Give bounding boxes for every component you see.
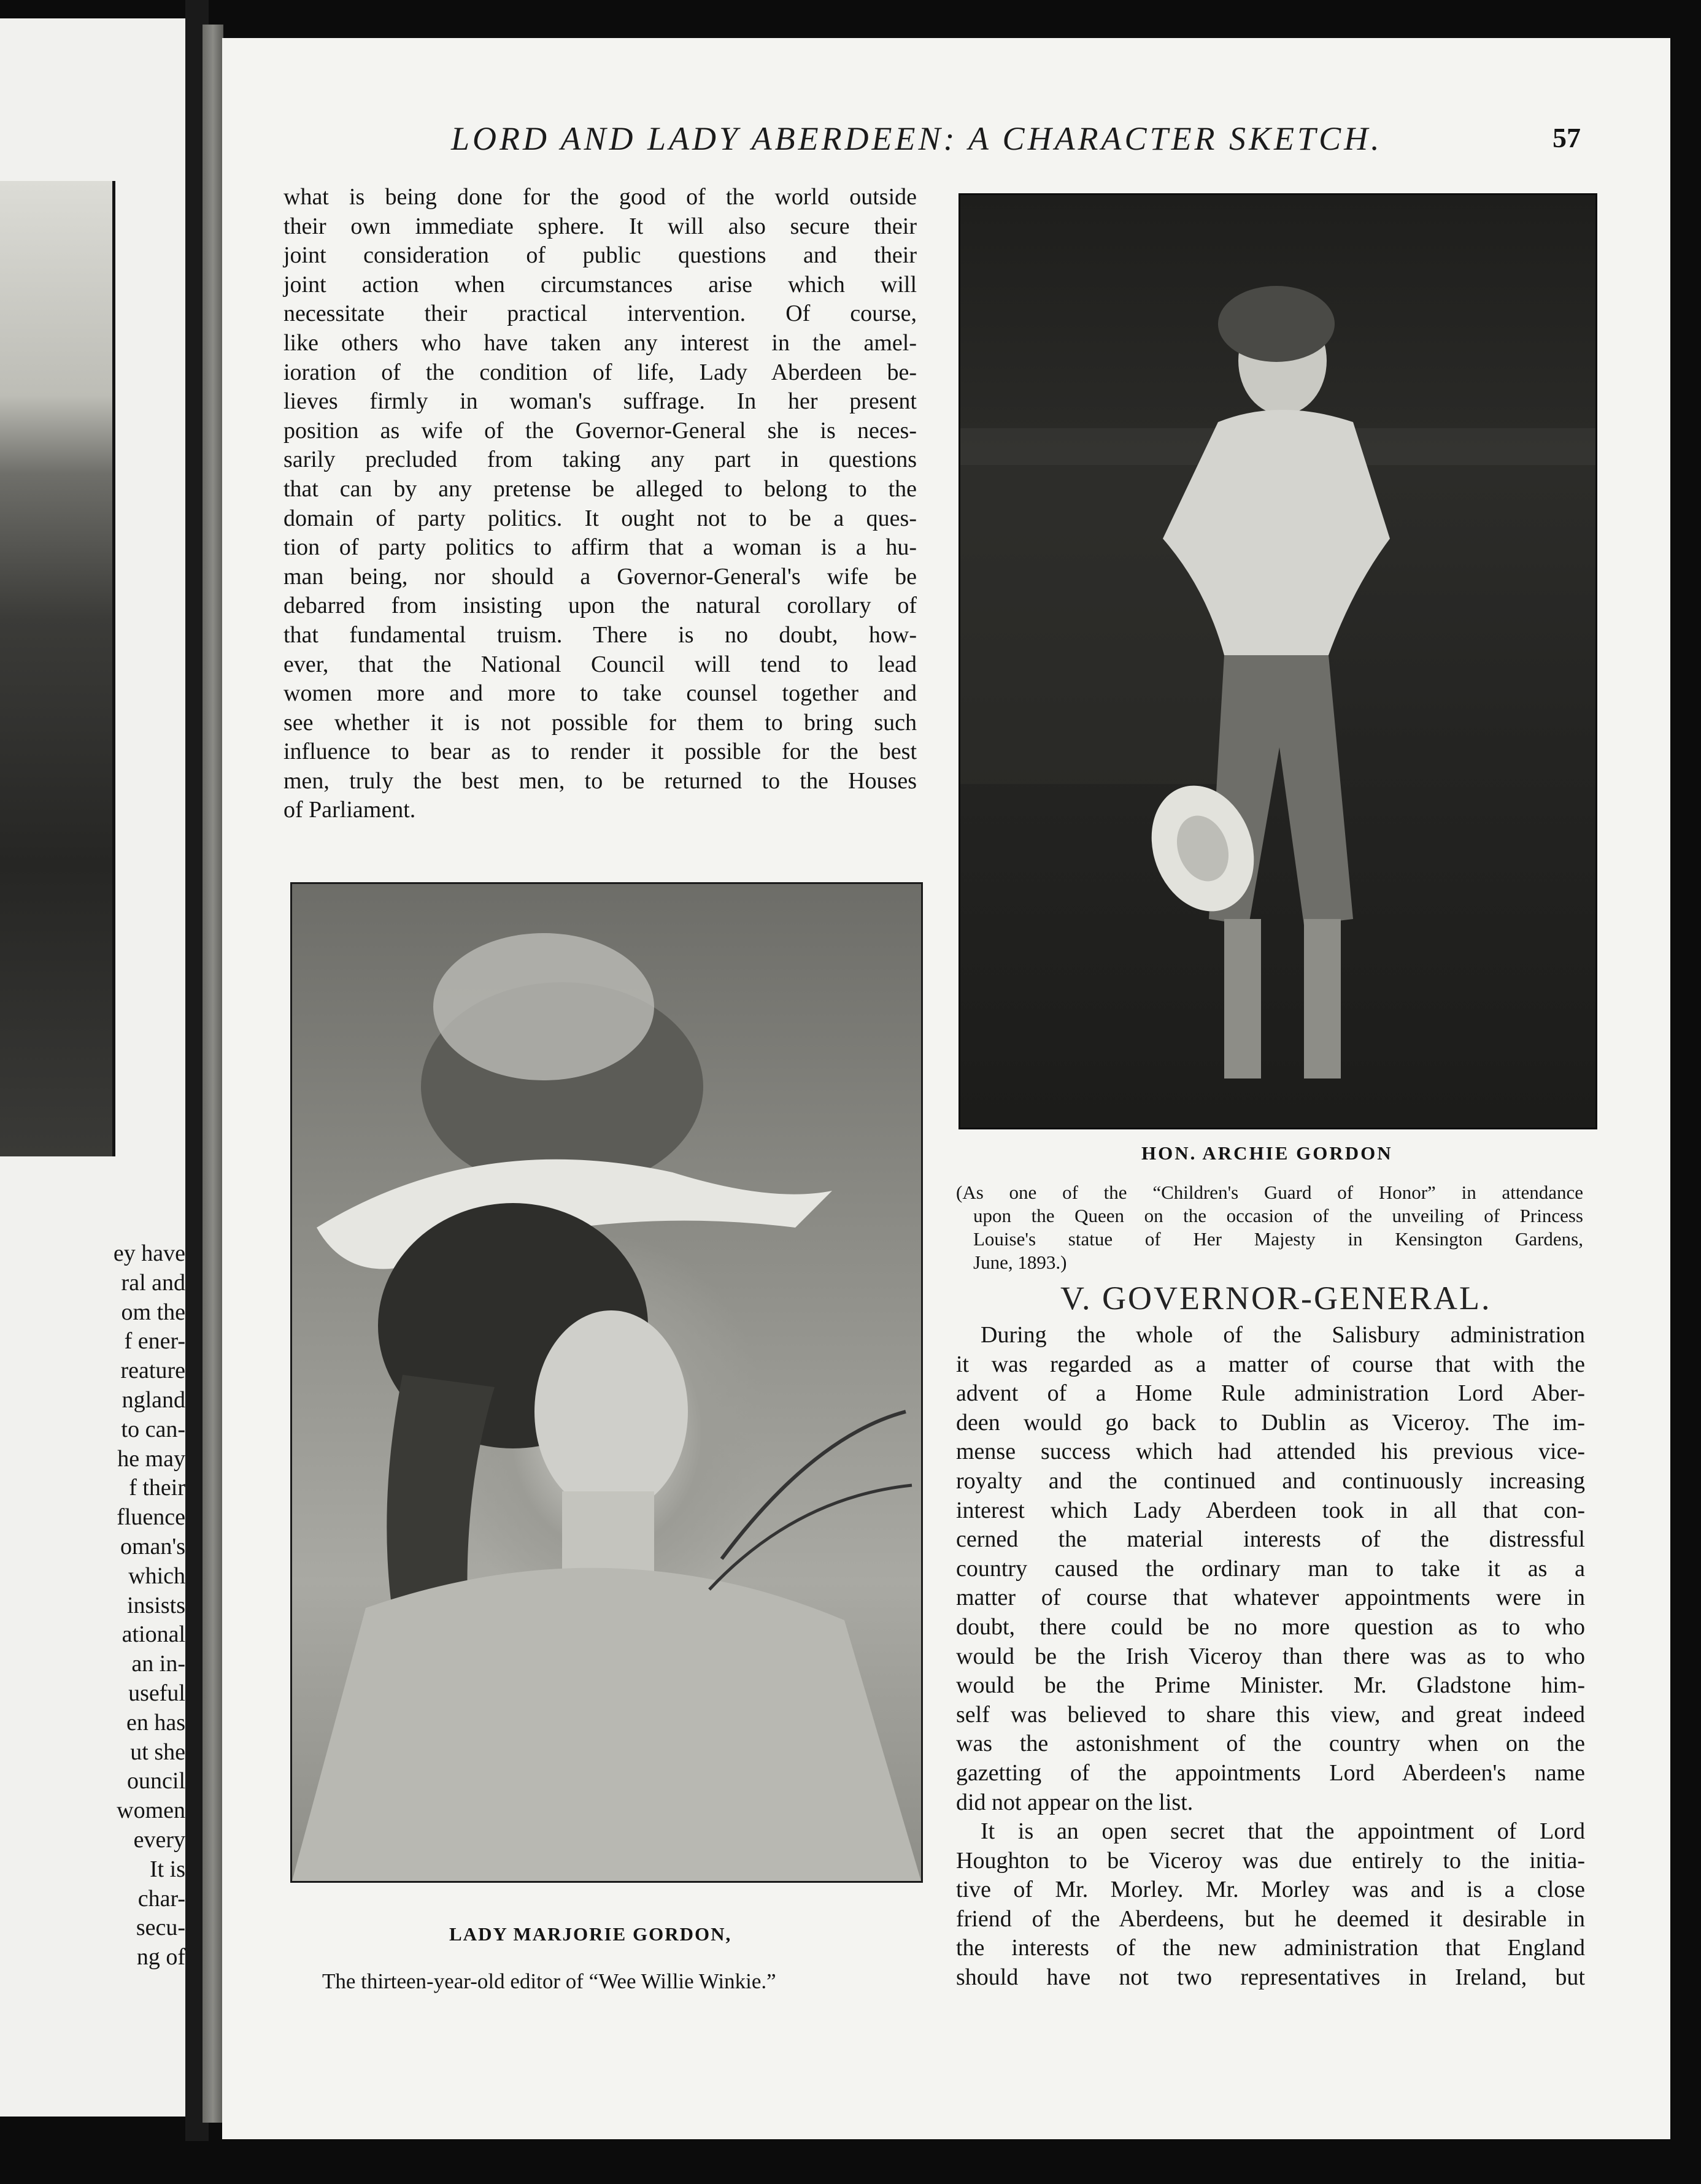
text-line: was the astonishment of the country when on the	[956, 1731, 1585, 1757]
facing-line: om the	[121, 1299, 185, 1325]
text-line: their own immediate sphere. It will also secure their	[284, 213, 917, 239]
text-line: ever, that the National Council will tend to lead	[284, 651, 917, 677]
caption-line: June, 1893.)	[973, 1252, 1067, 1273]
photo-archie-figure	[960, 195, 1595, 1128]
caption-marjorie-title: LADY MARJORIE GORDON,	[449, 1923, 732, 1945]
text-line: sarily precluded from taking any part in questions	[284, 447, 917, 473]
text-line: that fundamental truism. There is no doubt, how-	[284, 621, 917, 648]
facing-line: every	[133, 1826, 185, 1853]
text-line: interest which Lady Aberdeen took in all that con-	[956, 1497, 1585, 1523]
text-line: debarred from insisting upon the natural corollary of	[284, 593, 917, 619]
facing-page-text	[0, 1239, 185, 1972]
facing-line: ut she	[130, 1739, 185, 1765]
text-line: man being, nor should a Governor-General's wife be	[284, 563, 917, 590]
photo-marjorie-gordon	[290, 882, 923, 1883]
text-line: necessitate their practical intervention. Of course,	[284, 301, 917, 327]
text-line: advent of a Home Rule administration Lord Aber-	[956, 1380, 1585, 1407]
caption-marjorie-subtitle: The thirteen-year-old editor of “Wee Willie Winkie.”	[322, 1969, 776, 1993]
section-heading: V. GOVERNOR-GENERAL.	[1060, 1280, 1492, 1317]
text-line: what is being done for the good of the world outside	[284, 184, 917, 210]
text-line: gazetting of the appointments Lord Aberdeen's name	[956, 1759, 1585, 1786]
text-line: mense success which had attended his previous vice-	[956, 1439, 1585, 1465]
text-line: tion of party politics to affirm that a woman is a hu-	[284, 534, 917, 561]
facing-line: ral and	[121, 1269, 185, 1296]
text-line: it was regarded as a matter of course that with the	[956, 1351, 1585, 1377]
text-line: During the whole of the Salisbury administration	[981, 1322, 1585, 1348]
text-line: matter of course that whatever appointments were in	[956, 1585, 1585, 1611]
facing-line: fluence	[117, 1504, 185, 1531]
facing-line: women	[117, 1798, 185, 1824]
page-number: 57	[1552, 122, 1581, 153]
article-column-left	[284, 183, 917, 825]
facing-line: f ener-	[124, 1328, 185, 1355]
text-line: cerned the material interests of the distressful	[956, 1526, 1585, 1553]
facing-line: which	[128, 1563, 185, 1589]
facing-line: ngland	[122, 1386, 185, 1413]
text-line: country caused the ordinary man to take it as a	[956, 1555, 1585, 1582]
book-gutter	[202, 25, 223, 2123]
text-line: friend of the Aberdeens, but he deemed it desirable in	[956, 1905, 1585, 1932]
text-line: domain of party politics. It ought not to be a ques-	[284, 505, 917, 531]
caption-line: Louise's statue of Her Majesty in Kensington Gardens,	[973, 1228, 1583, 1250]
text-line: doubt, there could be no more question as to who	[956, 1613, 1585, 1640]
text-line: joint consideration of public questions and their	[284, 242, 917, 269]
photo-marjorie-figure	[292, 884, 921, 1881]
text-line: men, truly the best men, to be returned to the Houses	[284, 767, 917, 794]
text-line: women more and more to take counsel together and	[284, 680, 917, 707]
caption-archie-title: HON. ARCHIE GORDON	[1141, 1142, 1393, 1164]
facing-line: It is	[149, 1856, 185, 1882]
text-line: Houghton to be Viceroy was due entirely to the initia-	[956, 1847, 1585, 1874]
text-line: position as wife of the Governor-General she is neces-	[284, 417, 917, 444]
photo-archie-gordon	[958, 193, 1597, 1129]
text-line: see whether it is not possible for them to bring such	[284, 709, 917, 736]
text-line: that can by any pretense be alleged to belong to the	[284, 475, 917, 502]
text-line: deen would go back to Dublin as Viceroy. The im-	[956, 1409, 1585, 1436]
text-line: the interests of the new administration that England	[956, 1935, 1585, 1961]
facing-line: to can-	[121, 1416, 185, 1442]
text-line: like others who have taken any interest in the amel-	[284, 329, 917, 356]
text-line: ioration of the condition of life, Lady Aberdeen be-	[284, 359, 917, 385]
caption-line: (As one of the “Children's Guard of Honor” in attendance	[956, 1182, 1583, 1203]
facing-page-photo	[0, 181, 115, 1156]
text-line: of Parliament.	[284, 797, 416, 823]
article-column-right	[956, 1321, 1585, 1993]
running-header: LORD AND LADY ABERDEEN: A CHARACTER SKETCH.	[451, 120, 1383, 157]
facing-line: f their	[129, 1475, 185, 1501]
facing-line: en has	[126, 1709, 185, 1736]
facing-line: an in-	[131, 1651, 185, 1677]
facing-line: reature	[120, 1358, 185, 1384]
text-line: self was believed to share this view, and great indeed	[956, 1701, 1585, 1728]
facing-line: he may	[117, 1445, 185, 1472]
facing-line: oman's	[120, 1533, 185, 1559]
text-line: would be the Irish Viceroy than there was as to who	[956, 1643, 1585, 1669]
text-line: would be the Prime Minister. Mr. Gladstone him-	[956, 1672, 1585, 1699]
text-line: should have not two representatives in Ireland, but	[956, 1964, 1585, 1991]
text-line: did not appear on the list.	[956, 1789, 1194, 1815]
text-line: tive of Mr. Morley. Mr. Morley was and is a close	[956, 1877, 1585, 1903]
scan-border	[0, 2141, 1701, 2184]
facing-line: ouncil	[127, 1768, 185, 1794]
facing-line: char-	[137, 1885, 185, 1912]
facing-line: ng of	[136, 1944, 185, 1971]
facing-line: ey have	[113, 1240, 185, 1266]
caption-archie-note	[956, 1181, 1583, 1274]
text-line: royalty and the continued and continuously increasing	[956, 1467, 1585, 1494]
text-line: It is an open secret that the appointment of Lord	[981, 1818, 1585, 1845]
facing-line: useful	[128, 1680, 185, 1706]
facing-line: secu-	[136, 1915, 185, 1941]
caption-line: upon the Queen on the occasion of the unveiling of Princess	[973, 1205, 1583, 1226]
facing-line: ational	[122, 1621, 185, 1648]
text-line: joint action when circumstances arise which will	[284, 271, 917, 298]
facing-line: insists	[126, 1592, 185, 1618]
facing-page-fragment	[0, 18, 185, 2117]
text-line: influence to bear as to render it possible for the best	[284, 739, 917, 765]
text-line: lieves firmly in woman's suffrage. In her present	[284, 388, 917, 415]
